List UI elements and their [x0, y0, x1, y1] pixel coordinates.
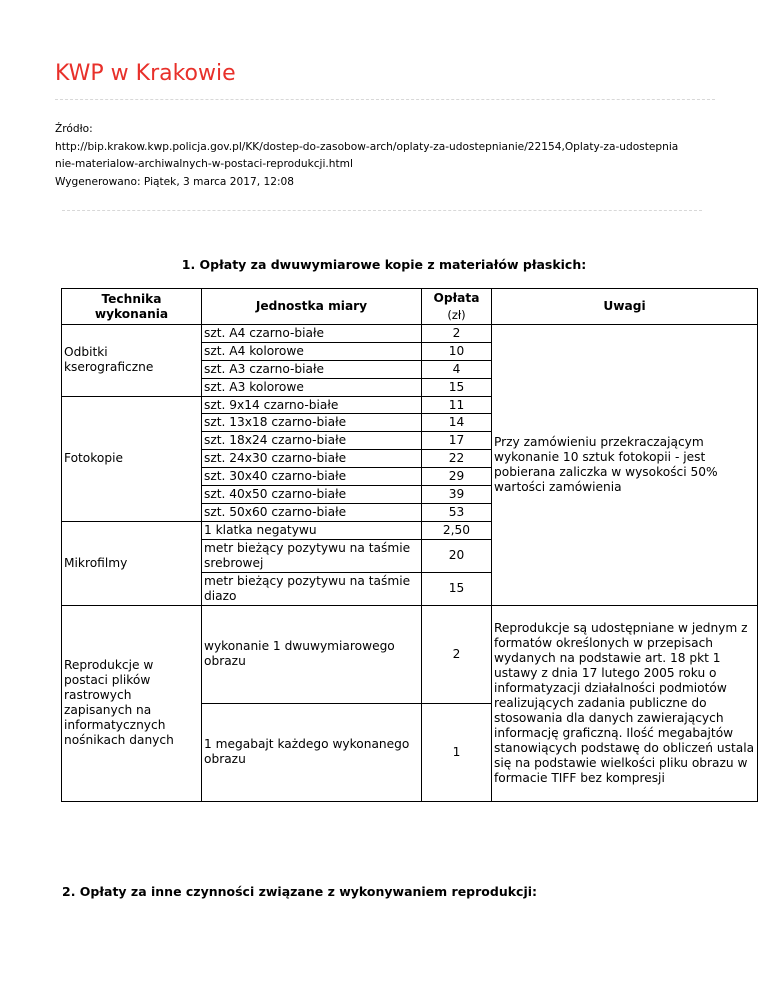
source-url-line1[interactable]: http://bip.krakow.kwp.policja.gov.pl/KK/dostep-do-zasobow-arch/oplaty-za-udostepnianie/22154,Oplaty-za-udostepnia	[55, 140, 679, 153]
fee-cell: 29	[422, 468, 492, 486]
unit-cell: szt. 30x40 czarno-białe	[202, 468, 422, 486]
column-header-technique: Technika wykonania	[62, 289, 202, 325]
content-divider	[62, 210, 702, 211]
header-divider	[55, 99, 715, 100]
unit-cell: szt. A4 czarno-białe	[202, 325, 422, 343]
fee-cell: 1	[422, 703, 492, 801]
unit-cell: szt. 18x24 czarno-białe	[202, 432, 422, 450]
fee-cell: 20	[422, 539, 492, 572]
fee-currency: (zł)	[447, 307, 466, 322]
fee-cell: 2	[422, 325, 492, 343]
fee-cell: 15	[422, 378, 492, 396]
column-header-unit: Jednostka miary	[202, 289, 422, 325]
section-2-title: 2. Opłaty za inne czynności związane z wykonywaniem reprodukcji:	[62, 884, 538, 899]
unit-cell: szt. A4 kolorowe	[202, 342, 422, 360]
source-url-line2[interactable]: nie-materialow-archiwalnych-w-postaci-reprodukcji.html	[55, 158, 353, 170]
technique-raster-files: Reprodukcje w postaci plików rastrowych zapisanych na informatycznych nośnikach danych	[62, 605, 202, 801]
fee-cell: 4	[422, 360, 492, 378]
source-info	[55, 121, 678, 191]
unit-cell: szt. A3 kolorowe	[202, 378, 422, 396]
fee-cell: 11	[422, 396, 492, 414]
fee-cell: 2	[422, 605, 492, 703]
fee-cell: 17	[422, 432, 492, 450]
fee-cell: 22	[422, 450, 492, 468]
fee-cell: 2,50	[422, 521, 492, 539]
unit-cell: 1 klatka negatywu	[202, 521, 422, 539]
unit-cell: szt. 50x60 czarno-białe	[202, 503, 422, 521]
fee-cell: 39	[422, 486, 492, 504]
unit-cell: szt. 24x30 czarno-białe	[202, 450, 422, 468]
fee-cell: 14	[422, 414, 492, 432]
unit-cell: szt. A3 czarno-białe	[202, 360, 422, 378]
technique-xerographic: Odbitki kserograficzne	[62, 325, 202, 397]
technique-microfilms: Mikrofilmy	[62, 521, 202, 605]
source-label: Źródło:	[55, 123, 93, 135]
note-copies: Przy zamówieniu przekraczającym wykonanie 10 sztuk fotokopii - jest pobierana zaliczka w wysokości 50% wartości zamówienia	[492, 325, 758, 606]
unit-cell: metr bieżący pozytywu na taśmie srebrowej	[202, 539, 422, 572]
unit-cell: wykonanie 1 dwuwymiarowego obrazu	[202, 605, 422, 703]
note-files: Reprodukcje są udostępniane w jednym z formatów określonych w przepisach wydanych na podstawie art. 18 pkt 1 ustawy z dnia 17 lutego 2005 roku o informatyzacji działalności podmiotów realizujących zadania publiczne do stosowania dla danych zawierających informację graficzną. Ilość megabajtów stanowiących podstawę do obliczeń ustala się na podstawie wielkości pliku obrazu w formacie TIFF bez kompresji	[492, 605, 758, 801]
column-header-fee	[422, 289, 492, 325]
generated-date: Wygenerowano: Piątek, 3 marca 2017, 12:08	[55, 175, 295, 188]
fee-cell: 53	[422, 503, 492, 521]
unit-cell: metr bieżący pozytywu na taśmie diazo	[202, 572, 422, 605]
technique-photocopies: Fotokopie	[62, 396, 202, 521]
site-title: KWP w Krakowie	[55, 61, 236, 86]
table-header-row	[62, 289, 758, 325]
unit-cell: szt. 40x50 czarno-białe	[202, 486, 422, 504]
unit-cell: szt. 13x18 czarno-białe	[202, 414, 422, 432]
column-header-notes: Uwagi	[492, 289, 758, 325]
unit-cell: szt. 9x14 czarno-białe	[202, 396, 422, 414]
fee-label: Opłata	[433, 290, 480, 305]
table-row	[62, 605, 758, 703]
fee-cell: 15	[422, 572, 492, 605]
table-row	[62, 325, 758, 343]
fees-table	[61, 288, 758, 802]
unit-cell: 1 megabajt każdego wykonanego obrazu	[202, 703, 422, 801]
section-1-title: 1. Opłaty za dwuwymiarowe kopie z materiałów płaskich:	[181, 257, 587, 272]
fee-cell: 10	[422, 342, 492, 360]
